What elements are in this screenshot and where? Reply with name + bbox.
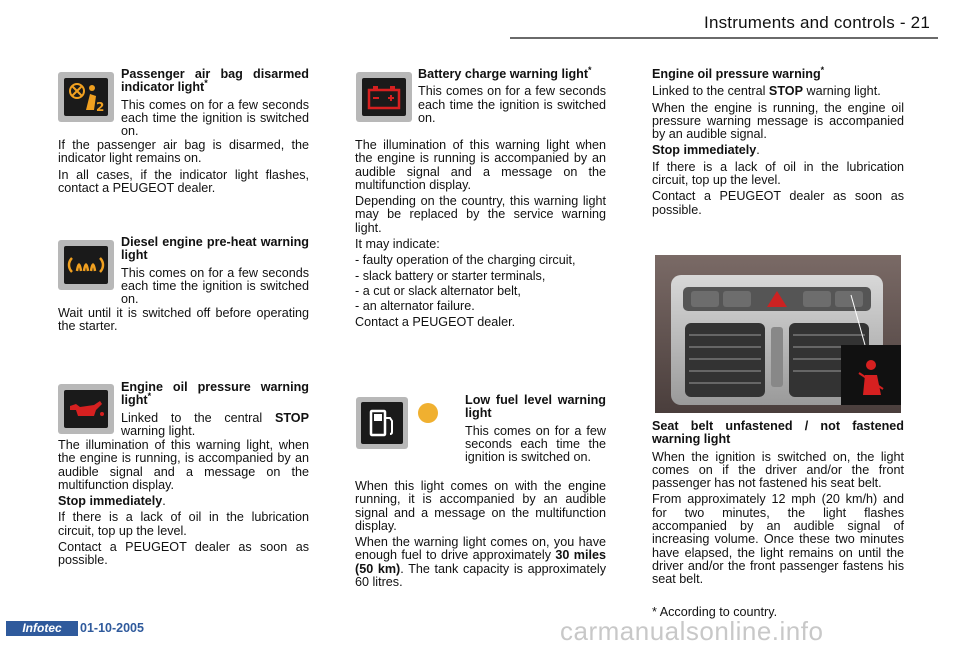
stop-label: STOP [768, 84, 803, 99]
airbag-title: Passenger air bag disarmed indicator light [121, 67, 309, 95]
oil-title: Engine oil pressure warning light [121, 380, 309, 408]
oil-warning-p1-text: Linked to the central [652, 84, 769, 99]
battery-body [355, 139, 606, 332]
airbag-heading [121, 68, 309, 95]
diesel-p2: Wait until it is switched off before operating the starter. [58, 306, 309, 334]
fuel-p2: When this light comes on with the engine running, it is accompanied by an audible signal and a message on the multifunction display. [355, 479, 606, 533]
seatbelt-p1: When the ignition is switched on, the light comes on if the driver and/or the front passenger has not fastened his seat belt. [652, 449, 904, 491]
oil-warning-p3 [652, 144, 904, 157]
watermark: carmanualsonline.info [560, 616, 824, 646]
airbag-text-block [121, 68, 309, 141]
battery-p3: Depending on the country, this warning light may be replaced by the service warning light. [355, 194, 606, 235]
fuel-range: 30 miles (50 km) [355, 548, 606, 576]
list-item: - slack battery or starter terminals, [355, 268, 546, 283]
diesel-heading: Diesel engine pre-heat warning light [121, 235, 309, 263]
fuel-p3 [355, 536, 606, 589]
dashboard-photo [655, 255, 901, 413]
airbag-p1: This comes on for a few seconds each time the ignition is switched on. [121, 97, 309, 139]
low-fuel-icon [356, 397, 408, 449]
battery-icon [356, 72, 412, 122]
oil-warning-p5: Contact a PEUGEOT dealer as soon as possible. [652, 189, 904, 217]
airbag-p3: In all cases, if the indicator light flashes, contact a PEUGEOT dealer. [58, 167, 309, 195]
footnote-star: * [820, 64, 825, 75]
airbag-disarmed-icon [58, 72, 114, 122]
fuel-heading: Low fuel level warning light [465, 393, 606, 421]
oil-warning-block [652, 64, 904, 220]
seatbelt-heading: Seat belt unfastened / not fastened warning light [652, 419, 904, 447]
oil-warning-p3-end: . [756, 143, 760, 158]
oil-text-block [121, 381, 309, 441]
oil-warning-p4: If there is a lack of oil in the lubrication circuit, top up the level. [652, 159, 904, 188]
infotec-logo: Infotec [6, 621, 78, 636]
svg-text:2: 2 [96, 100, 105, 114]
footnote-star: * [588, 64, 592, 75]
stop-immediately: Stop immediately [652, 143, 757, 158]
amber-indicator-icon [418, 403, 438, 423]
oil-p3-end: . [162, 494, 166, 509]
battery-text-block [418, 64, 606, 128]
diesel-text-block [121, 236, 309, 309]
diesel-preheat-icon [58, 240, 114, 290]
airbag-p2: If the passenger air bag is disarmed, the indicator light remains on. [58, 138, 309, 166]
battery-title: Battery charge warning light [418, 67, 589, 81]
oil-p3 [58, 495, 309, 508]
airbag-body [58, 139, 309, 198]
seatbelt-p2: From approximately 12 mph (20 km/h) and for two minutes, the light flashes accompanied by an audible signal of increasing volume. Once these two minutes have elapsed, the light remains on until the driver and/or the front passenger fastens his seat belt. [652, 492, 904, 587]
seatbelt-block [652, 420, 904, 590]
page-title: Instruments and controls - 21 [704, 13, 930, 32]
oil-p4: If there is a lack of oil in the lubrication circuit, top up the level. [58, 510, 309, 538]
oil-p2: The illumination of this warning light, when the engine is running, is accompanied by an audible signal and a message on the multifunction display. [58, 438, 309, 492]
diesel-body [58, 307, 309, 337]
stop-immediately: Stop immediately [58, 494, 163, 509]
oil-p5: Contact a PEUGEOT dealer as soon as possible. [58, 540, 309, 568]
battery-p4: It may indicate: [355, 237, 440, 252]
fuel-body [355, 480, 606, 592]
list-item: - faulty operation of the charging circuit, [355, 253, 576, 268]
footnote-star: * [204, 78, 208, 89]
fuel-text-block [465, 394, 606, 467]
oil-p1-text: Linked to the central [121, 410, 275, 425]
oil-pressure-icon [58, 384, 114, 434]
header-rule [510, 37, 938, 39]
oil-warning-p1-end: warning light. [802, 84, 881, 99]
list-item: - a cut or slack alternator belt, [355, 283, 521, 298]
oil-p1-end: warning light. [121, 423, 196, 438]
oil-p1 [121, 412, 309, 439]
oil-body [58, 439, 309, 571]
footnote-star: * [147, 391, 152, 402]
oil-warning-heading [652, 64, 904, 81]
footer-date: 01-10-2005 [80, 621, 144, 635]
oil-warning-p1 [652, 85, 904, 98]
fuel-p3-text: When the warning light comes on, you have enough fuel to drive approximately [355, 535, 606, 563]
battery-heading [418, 64, 606, 81]
fuel-p1: This comes on for a few seconds each time the ignition is switched on. [465, 423, 606, 465]
stop-label: STOP [274, 410, 309, 425]
battery-p1: This comes on for a few seconds each time the ignition is switched on. [418, 84, 606, 125]
fuel-p3-end: . The tank capacity is approximately 60 litres. [355, 561, 606, 590]
battery-p5: Contact a PEUGEOT dealer. [355, 314, 516, 329]
battery-p2: The illumination of this warning light when the engine is running is accompanied by an audible signal and a message on the multifunction display. [355, 138, 606, 192]
oil-warning-p2: When the engine is running, the engine oil pressure warning message is accompanied by an audible signal. [652, 100, 904, 142]
footnote: * According to country. [652, 605, 778, 619]
page-header [0, 0, 960, 40]
battery-list [355, 254, 606, 313]
list-item: - an alternator failure. [355, 299, 475, 314]
oil-warning-title: Engine oil pressure warning [652, 67, 821, 81]
oil-heading [121, 381, 309, 408]
diesel-p1: This comes on for a few seconds each time the ignition is switched on. [121, 265, 309, 307]
